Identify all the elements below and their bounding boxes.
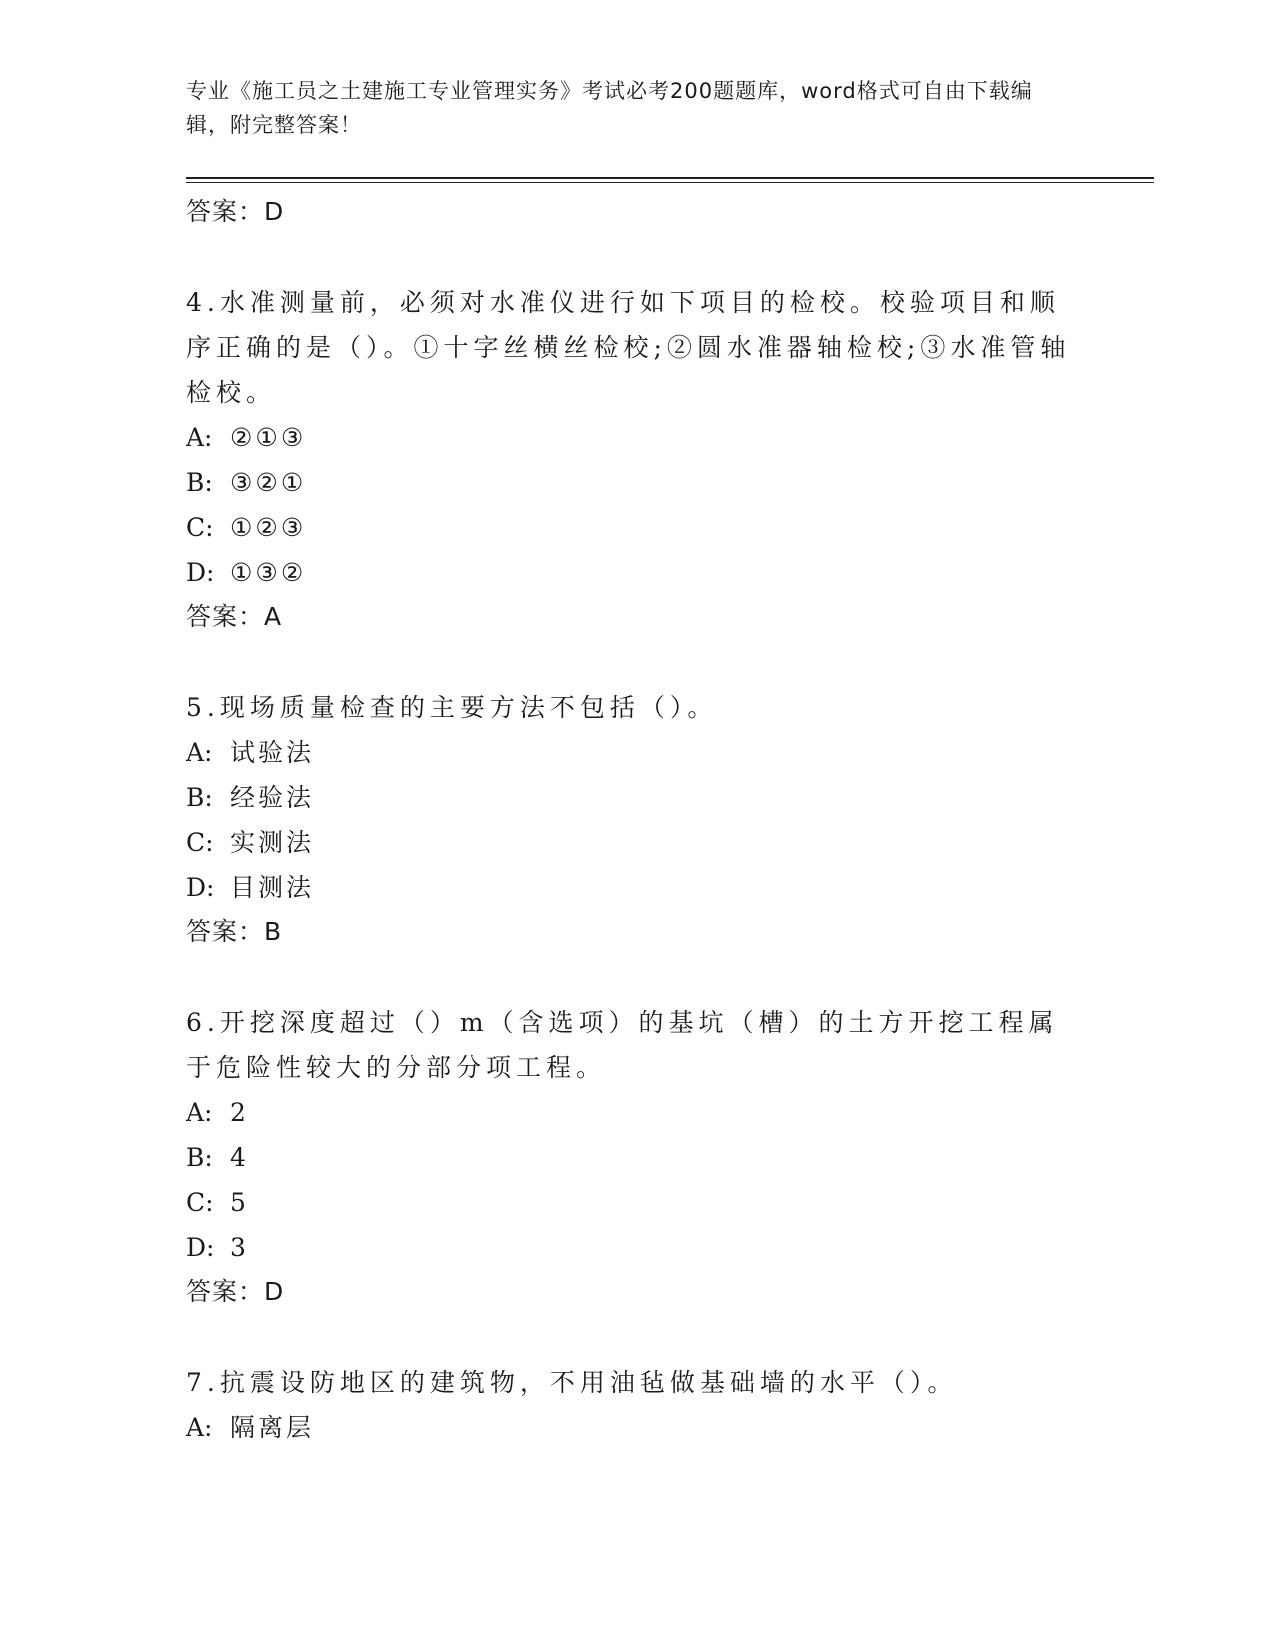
option-d (186, 550, 1086, 595)
option-key: A: (186, 423, 213, 452)
option-value: 实测法 (230, 828, 315, 857)
document-body (186, 190, 1086, 1450)
option-value: 试验法 (230, 738, 315, 767)
option-c (186, 505, 1086, 550)
option-value: 3 (230, 1233, 249, 1262)
question-text: 6.开挖深度超过（）m（含选项）的基坑（槽）的土方开挖工程属于危险性较大的分部分项工程。 (186, 1008, 1059, 1082)
option-value: ③②① (230, 468, 307, 497)
option-value: ①③② (230, 558, 307, 587)
option-value: ①②③ (230, 513, 307, 542)
option-key: D: (186, 558, 215, 587)
option-value: 4 (230, 1143, 249, 1172)
option-d (186, 865, 1086, 910)
option-value: 5 (230, 1188, 249, 1217)
option-a (186, 415, 1086, 460)
option-key: A: (186, 1098, 213, 1127)
option-value: 2 (230, 1098, 249, 1127)
header-rule-thick (186, 177, 1154, 179)
answer-line: 答案：B (186, 917, 283, 946)
answer-line: 答案：D (186, 197, 285, 226)
option-key: B: (186, 1143, 213, 1172)
option-a (186, 730, 1086, 775)
option-b (186, 460, 1086, 505)
option-key: A: (186, 1413, 213, 1442)
option-key: B: (186, 468, 213, 497)
header-rule-thin (186, 182, 1154, 183)
option-key: D: (186, 873, 215, 902)
answer-line: 答案：D (186, 1277, 285, 1306)
answer-line: 答案：A (186, 602, 283, 631)
option-a (186, 1405, 1086, 1450)
option-key: C: (186, 828, 214, 857)
option-a (186, 1090, 1086, 1135)
option-value: 目测法 (230, 873, 315, 902)
option-d (186, 1225, 1086, 1270)
option-value: ②①③ (230, 423, 307, 452)
option-key: A: (186, 738, 213, 767)
question-text: 4.水准测量前，必须对水准仪进行如下项目的检校。校验项目和顺序正确的是（）。①十字丝横丝检校;②圆水准器轴检校;③水准管轴检校。 (186, 288, 1071, 407)
question-block (186, 685, 1086, 954)
option-b (186, 1135, 1086, 1180)
question-block (186, 1000, 1086, 1314)
option-c (186, 820, 1086, 865)
option-value: 经验法 (230, 783, 315, 812)
option-c (186, 1180, 1086, 1225)
option-key: B: (186, 783, 213, 812)
option-key: C: (186, 1188, 214, 1217)
page-header: 专业《施工员之土建施工专业管理实务》考试必考200题题库，word格式可自由下载编辑，附完整答案！ (186, 79, 1033, 137)
question-block (186, 280, 1086, 639)
option-b (186, 775, 1086, 820)
question-block (186, 1360, 1086, 1450)
question-text: 5.现场质量检查的主要方法不包括（）。 (186, 693, 718, 722)
question-text: 7.抗震设防地区的建筑物，不用油毡做基础墙的水平（）。 (186, 1368, 958, 1397)
option-key: C: (186, 513, 214, 542)
option-key: D: (186, 1233, 215, 1262)
option-value: 隔离层 (230, 1413, 315, 1442)
